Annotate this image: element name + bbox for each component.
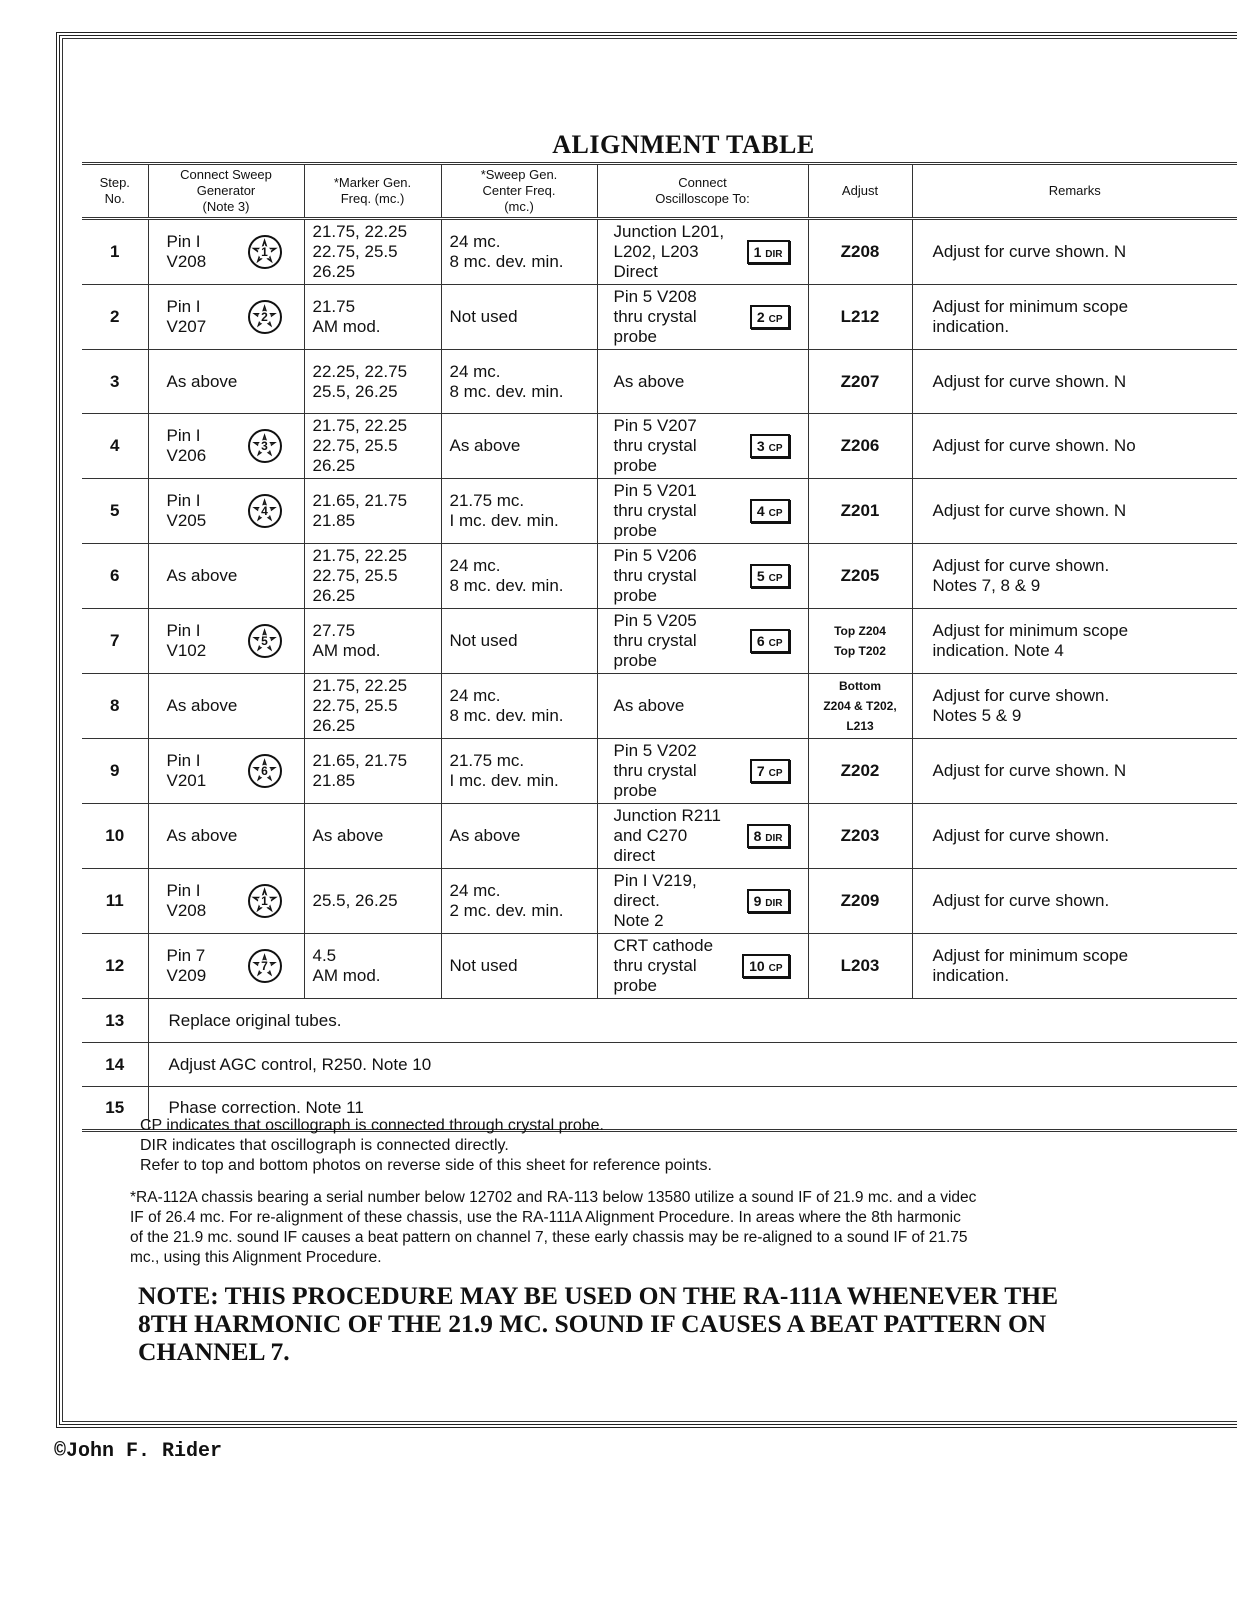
cell-line: 4.5 — [312, 946, 337, 965]
header-marker-freq: *Marker Gen. Freq. (mc.) — [304, 164, 441, 219]
header-row — [82, 164, 1237, 219]
cell-line: Junction R211 — [613, 806, 721, 825]
cell-line: 21.75 mc. — [449, 751, 525, 770]
sweep-cell — [441, 934, 597, 999]
adjust-cell — [808, 285, 912, 350]
cell-line: Z204 & T202, — [823, 699, 897, 713]
cell-line: As above — [449, 436, 521, 455]
instruction-cell: Phase correction. Note 11 — [148, 1087, 1237, 1131]
connection-point-box: 2 CP — [750, 305, 790, 329]
adjust-cell — [808, 804, 912, 869]
cell-line: Adjust for curve shown. N — [932, 761, 1127, 780]
connection-point-box: 6 CP — [750, 629, 790, 653]
cell-line: Pin I — [166, 751, 201, 770]
cell-line: 8 mc. dev. min. — [449, 381, 564, 401]
cell-line: Pin I — [166, 232, 201, 251]
connection-point-box: 1 DIR — [747, 240, 790, 264]
cell-line: 26.25 — [312, 716, 356, 735]
generator-cell — [148, 674, 304, 739]
cell-line: L213 — [846, 719, 874, 733]
cell-line: As above — [613, 371, 685, 391]
tube-location-badge-icon: ★ 5 — [248, 624, 282, 658]
marker-cell — [304, 544, 441, 609]
cell-line: 2 mc. dev. min. — [449, 901, 564, 920]
cell-line: Z207 — [840, 371, 880, 391]
cell-line: Adjust for minimum scope — [932, 946, 1129, 965]
procedure-note-line: CHANNEL 7. — [138, 1337, 290, 1366]
cell-line: Notes 7, 8 & 9 — [932, 576, 1041, 595]
sweep-cell — [441, 219, 597, 285]
cell-line: Note 2 — [613, 911, 664, 930]
cell-line: Pin 5 V202 — [613, 741, 697, 760]
marker-cell — [304, 804, 441, 869]
adjust-cell — [808, 414, 912, 479]
cell-line: Pin I V219, — [613, 871, 697, 890]
oscilloscope-cell — [597, 609, 808, 674]
cell-line: Adjust for curve shown. — [932, 686, 1110, 705]
table-row — [82, 1043, 1237, 1087]
step-number: 10 — [82, 804, 148, 869]
note-line: DIR indicates that oscillograph is connected directly. — [140, 1137, 509, 1154]
adjust-cell — [808, 609, 912, 674]
oscilloscope-cell — [597, 219, 808, 285]
cell-line: Adjust for curve shown. N — [932, 501, 1127, 520]
tube-location-badge-icon: ★ 1 — [248, 235, 282, 269]
cell-line: Top T202 — [834, 644, 886, 658]
step-number: 13 — [82, 999, 148, 1043]
remarks-cell — [912, 350, 1237, 414]
cell-line: V208 — [166, 901, 207, 920]
cell-line: L202, L203 — [613, 242, 699, 261]
remarks-cell — [912, 414, 1237, 479]
generator-cell — [148, 739, 304, 804]
cell-line: probe — [613, 521, 657, 540]
step-number: 11 — [82, 869, 148, 934]
cell-line: 8 mc. dev. min. — [449, 576, 564, 595]
cell-line: Pin 5 V206 — [613, 546, 697, 565]
oscilloscope-cell — [597, 350, 808, 414]
tube-location-badge-icon: ★ 7 — [248, 949, 282, 983]
connection-point-box: 8 DIR — [747, 824, 790, 848]
adjust-cell — [808, 479, 912, 544]
table-row — [82, 479, 1237, 544]
remarks-cell — [912, 739, 1237, 804]
remarks-cell — [912, 544, 1237, 609]
step-number: 2 — [82, 285, 148, 350]
adjust-cell — [808, 674, 912, 739]
cell-line: thru crystal — [613, 307, 697, 326]
step-number: 5 — [82, 479, 148, 544]
oscilloscope-cell — [597, 739, 808, 804]
cell-line: thru crystal — [613, 631, 697, 650]
cell-line: As above — [166, 696, 238, 715]
alignment-table — [82, 162, 1237, 1132]
marker-cell — [304, 934, 441, 999]
oscilloscope-cell — [597, 544, 808, 609]
generator-cell — [148, 219, 304, 285]
oscilloscope-cell — [597, 804, 808, 869]
cell-line: 24 mc. — [449, 881, 501, 900]
cell-line: AM mod. — [312, 641, 381, 660]
cell-line: As above — [613, 696, 685, 715]
tube-location-badge-icon: ★ 3 — [248, 429, 282, 463]
step-number: 4 — [82, 414, 148, 479]
table-row — [82, 934, 1237, 999]
marker-cell — [304, 219, 441, 285]
cell-line: 21.75, 22.25 — [312, 546, 408, 565]
cell-line: Not used — [449, 631, 518, 650]
marker-cell — [304, 414, 441, 479]
remarks-cell — [912, 674, 1237, 739]
cell-line: 21.85 — [312, 511, 356, 530]
sweep-cell — [441, 674, 597, 739]
cell-line: indication. — [932, 317, 1010, 336]
cell-line: CRT cathode — [613, 936, 714, 955]
cell-line: probe — [613, 327, 657, 346]
cell-line: thru crystal — [613, 956, 697, 975]
table-row — [82, 739, 1237, 804]
note-line: CP indicates that oscillograph is connected through crystal probe. — [140, 1117, 604, 1134]
remarks-cell — [912, 479, 1237, 544]
cell-line: AM mod. — [312, 317, 381, 336]
cell-line: Top Z204 — [834, 624, 886, 638]
marker-cell — [304, 350, 441, 414]
cell-line: 27.75 — [312, 621, 356, 640]
cell-line: thru crystal — [613, 566, 697, 585]
cell-line: 21.75 mc. — [449, 491, 525, 510]
cell-line: I mc. dev. min. — [449, 511, 559, 530]
cell-line: probe — [613, 586, 657, 605]
marker-cell — [304, 479, 441, 544]
footnote: *RA-112A chassis bearing a serial number below 12702 and RA-113 below 13580 utilize a sound IF of 21.9 mc. and a videc IF of 26.4 mc. For re-alignment of these chassis, use the RA-111A Alignment Procedure. In areas where the 8th harmonic of the 21.9 mc. sound IF causes a beat pattern on channel 7, these early chassis may be re-aligned to a sound IF of 21.75 mc., using this Alignment Procedure. — [130, 1189, 977, 1266]
cell-line: Z209 — [840, 891, 880, 910]
sweep-cell — [441, 869, 597, 934]
cell-line: Pin 5 V208 — [613, 287, 697, 306]
header-adjust: Adjust — [808, 164, 912, 219]
table-row — [82, 804, 1237, 869]
cell-line: 26.25 — [312, 262, 356, 281]
cell-line: Z208 — [840, 242, 880, 261]
remarks-cell — [912, 869, 1237, 934]
cell-line: Notes 5 & 9 — [932, 706, 1022, 725]
cell-line: Pin I — [166, 426, 201, 445]
adjust-cell — [808, 739, 912, 804]
sweep-cell — [441, 350, 597, 414]
procedure-note — [138, 1282, 1233, 1366]
cell-line: Adjust for minimum scope — [932, 297, 1129, 316]
sweep-cell — [441, 285, 597, 350]
oscilloscope-cell — [597, 479, 808, 544]
connection-point-box: 7 CP — [750, 759, 790, 783]
oscilloscope-cell — [597, 674, 808, 739]
generator-cell — [148, 609, 304, 674]
cell-line: V208 — [166, 252, 207, 271]
cell-line: 21.75, 22.25 — [312, 416, 408, 435]
tube-location-badge-icon: ★ 1 — [248, 884, 282, 918]
cell-line: As above — [449, 826, 521, 845]
generator-cell — [148, 414, 304, 479]
cell-line: 22.25, 22.75 — [312, 361, 408, 381]
table-row — [82, 414, 1237, 479]
cell-line: Adjust for minimum scope — [932, 621, 1129, 640]
marker-cell — [304, 674, 441, 739]
cell-line: probe — [613, 456, 657, 475]
cell-line: V205 — [166, 511, 207, 530]
cell-line: I mc. dev. min. — [449, 771, 559, 790]
cell-line: Z206 — [840, 436, 880, 455]
connection-point-box: 5 CP — [750, 564, 790, 588]
cell-line: thru crystal — [613, 761, 697, 780]
connection-point-box: 9 DIR — [747, 889, 790, 913]
step-number: 14 — [82, 1043, 148, 1087]
connection-point-box: 3 CP — [750, 434, 790, 458]
adjust-cell — [808, 350, 912, 414]
cell-line: Pin 5 V201 — [613, 481, 697, 500]
cell-line: Z202 — [840, 761, 880, 780]
cell-line: Adjust for curve shown. No — [932, 436, 1136, 455]
cell-line: 8 mc. dev. min. — [449, 252, 564, 271]
tube-location-badge-icon: ★ 4 — [248, 494, 282, 528]
cell-line: Z201 — [840, 501, 880, 520]
cell-line: Pin I — [166, 621, 201, 640]
cell-line: probe — [613, 651, 657, 670]
cell-line: 24 mc. — [449, 686, 501, 705]
adjust-cell — [808, 544, 912, 609]
step-number: 12 — [82, 934, 148, 999]
header-oscilloscope: Connect Oscilloscope To: — [597, 164, 808, 219]
cell-line: Z205 — [840, 566, 880, 585]
generator-cell — [148, 285, 304, 350]
cell-line: AM mod. — [312, 966, 381, 985]
sweep-cell — [441, 609, 597, 674]
generator-cell — [148, 934, 304, 999]
cell-line: 22.75, 25.5 — [312, 566, 398, 585]
header-remarks: Remarks — [912, 164, 1237, 219]
note-line: Refer to top and bottom photos on reverse side of this sheet for reference points. — [140, 1157, 712, 1174]
tube-location-badge-icon: ★ 2 — [248, 300, 282, 334]
table-row — [82, 674, 1237, 739]
cell-line: L203 — [840, 956, 880, 975]
table-row — [82, 869, 1237, 934]
marker-cell — [304, 285, 441, 350]
oscilloscope-cell — [597, 934, 808, 999]
cell-line: As above — [312, 826, 384, 845]
connection-point-box: 4 CP — [750, 499, 790, 523]
cell-line: 26.25 — [312, 456, 356, 475]
cell-line: 25.5, 26.25 — [312, 891, 398, 910]
tube-location-badge-icon: ★ 6 — [248, 754, 282, 788]
header-connect-generator: Connect Sweep Generator (Note 3) — [148, 164, 304, 219]
oscilloscope-cell — [597, 285, 808, 350]
adjust-cell — [808, 219, 912, 285]
cell-line: Bottom — [839, 679, 881, 693]
cell-line: direct. — [613, 891, 660, 910]
cell-line: L212 — [840, 307, 880, 326]
cell-line: 22.75, 25.5 — [312, 436, 398, 455]
cell-line: Pin I — [166, 881, 201, 900]
cell-line: 24 mc. — [449, 361, 501, 381]
cell-line: 22.75, 25.5 — [312, 242, 398, 261]
cell-line: probe — [613, 781, 657, 800]
sweep-cell — [441, 804, 597, 869]
procedure-note-line: 8TH HARMONIC OF THE 21.9 MC. SOUND IF CAUSES A BEAT PATTERN ON — [138, 1309, 1047, 1338]
cell-line: Pin I — [166, 491, 201, 510]
cell-line: 21.65, 21.75 — [312, 751, 408, 770]
adjust-cell — [808, 934, 912, 999]
cell-line: Pin 7 — [166, 946, 206, 965]
cell-line: 26.25 — [312, 586, 356, 605]
table-row — [82, 285, 1237, 350]
cell-line: Pin 5 V207 — [613, 416, 697, 435]
cell-line: 8 mc. dev. min. — [449, 706, 564, 725]
step-number: 8 — [82, 674, 148, 739]
cell-line: direct — [613, 846, 656, 865]
sweep-cell — [441, 479, 597, 544]
table-row — [82, 609, 1237, 674]
generator-cell — [148, 869, 304, 934]
table-row — [82, 544, 1237, 609]
cell-line: 24 mc. — [449, 556, 501, 575]
cell-line: 25.5, 26.25 — [312, 381, 398, 401]
step-number: 15 — [82, 1087, 148, 1131]
header-sweep-freq: *Sweep Gen. Center Freq. (mc.) — [441, 164, 597, 219]
table-row — [82, 350, 1237, 414]
marker-cell — [304, 739, 441, 804]
cell-line: V206 — [166, 446, 207, 465]
cell-line: Junction L201, — [613, 222, 725, 241]
cell-line: Z203 — [840, 826, 880, 845]
cell-line: probe — [613, 976, 657, 995]
cell-line: V207 — [166, 317, 207, 336]
adjust-cell — [808, 869, 912, 934]
cell-line: V201 — [166, 771, 207, 790]
step-number: 7 — [82, 609, 148, 674]
step-number: 3 — [82, 350, 148, 414]
generator-cell — [148, 479, 304, 544]
connection-point-box: 10 CP — [742, 954, 789, 978]
cell-line: V209 — [166, 966, 207, 985]
step-number: 9 — [82, 739, 148, 804]
cell-line: indication. Note 4 — [932, 641, 1064, 660]
generator-cell — [148, 350, 304, 414]
marker-cell — [304, 609, 441, 674]
cell-line: Adjust for curve shown. N — [932, 371, 1127, 391]
remarks-cell — [912, 285, 1237, 350]
instruction-cell: Adjust AGC control, R250. Note 10 — [148, 1043, 1237, 1087]
cell-line: Adjust for curve shown. — [932, 556, 1110, 575]
sweep-cell — [441, 544, 597, 609]
cell-line: Direct — [613, 262, 658, 281]
cell-line: Pin 5 V205 — [613, 611, 697, 630]
table-row — [82, 999, 1237, 1043]
page-title: ALIGNMENT TABLE — [552, 130, 815, 159]
step-number: 6 — [82, 544, 148, 609]
cell-line: and C270 — [613, 826, 688, 845]
cell-line: Pin I — [166, 297, 201, 316]
cell-line: indication. — [932, 966, 1010, 985]
cell-line: 22.75, 25.5 — [312, 696, 398, 715]
remarks-cell — [912, 609, 1237, 674]
sweep-cell — [441, 739, 597, 804]
marker-cell — [304, 869, 441, 934]
cell-line: V102 — [166, 641, 207, 660]
oscilloscope-cell — [597, 869, 808, 934]
generator-cell — [148, 544, 304, 609]
table-row — [82, 219, 1237, 285]
cell-line: Adjust for curve shown. N — [932, 242, 1127, 261]
cell-line: 21.65, 21.75 — [312, 491, 408, 510]
cell-line: Not used — [449, 956, 518, 975]
remarks-cell — [912, 219, 1237, 285]
cell-line: As above — [166, 566, 238, 585]
oscilloscope-cell — [597, 414, 808, 479]
sweep-cell — [441, 414, 597, 479]
cell-line: Adjust for curve shown. — [932, 891, 1110, 910]
generator-cell — [148, 804, 304, 869]
cell-line: As above — [166, 371, 238, 391]
cell-line: As above — [166, 826, 238, 845]
cell-line: thru crystal — [613, 436, 697, 455]
instruction-cell: Replace original tubes. — [148, 999, 1237, 1043]
remarks-cell — [912, 804, 1237, 869]
legend-notes — [140, 1116, 712, 1176]
header-step: Step. No. — [82, 164, 148, 219]
cell-line: 24 mc. — [449, 232, 501, 251]
step-number: 1 — [82, 219, 148, 285]
remarks-cell — [912, 934, 1237, 999]
cell-line: 21.75, 22.25 — [312, 676, 408, 695]
cell-line: thru crystal — [613, 501, 697, 520]
cell-line: 21.75, 22.25 — [312, 222, 408, 241]
cell-line: 21.85 — [312, 771, 356, 790]
cell-line: 21.75 — [312, 297, 356, 316]
cell-line: Adjust for curve shown. — [932, 826, 1110, 845]
procedure-note-line: NOTE: THIS PROCEDURE MAY BE USED ON THE RA-111A WHENEVER THE — [138, 1282, 1059, 1310]
cell-line: Not used — [449, 307, 518, 326]
copyright: ©John F. Rider — [54, 1440, 223, 1463]
